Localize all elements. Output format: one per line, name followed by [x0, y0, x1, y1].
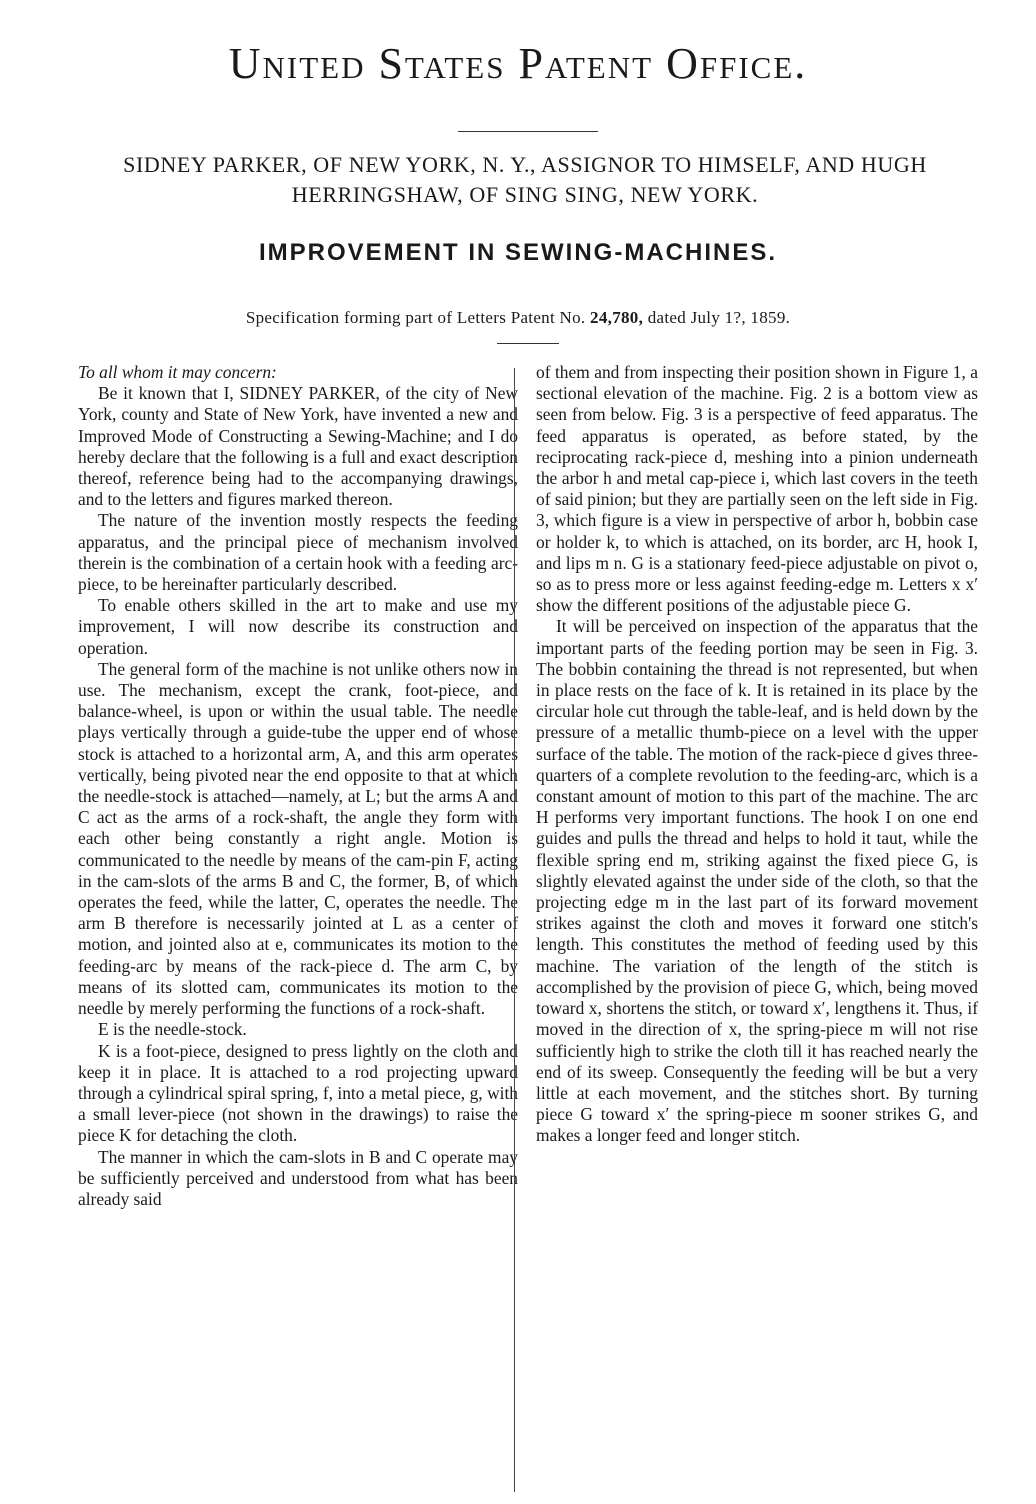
column-divider — [514, 368, 515, 1492]
spec-suffix: dated July 1?, 1859. — [647, 308, 791, 327]
parties-block — [60, 150, 990, 210]
paragraph: E is the needle-stock. — [98, 1019, 247, 1040]
patent-number: 24,780, — [590, 308, 644, 327]
right-column — [536, 362, 978, 1147]
paragraph: The general form of the machine is not unlike others now in use. The mechanism, except the crank, foot-piece, and balance-wheel, is upon or within the usual table. The needle plays vertically through a guide-tube the upper end of whose stock is attached to a horizontal arm, A, and this arm operates vertically, being pivoted near the end opposite to that at which the needle-stock is attached—namely, at L; but the arms A and C act as the arms of a rock-shaft, the angle they form with each other being constantly a right angle. Motion is communicated to the needle by means of the cam-pin F, acting in the cam-slots of the arms B and C, the former, B, of which operates the feed, while the latter, C, operates the needle. The arm B therefore is necessarily jointed at L as a center of motion, and jointed also at e, communicates its motion to the feeding-arc by means of the rack-piece d. The arm C, by means of its slotted cam, communicates its motion to the needle by merely performing the functions of a rock-shaft. — [78, 658, 518, 1019]
heading-rule — [458, 131, 598, 132]
specification-line — [0, 308, 1036, 328]
spec-prefix: Specification forming part of Letters Patent No. — [245, 308, 586, 327]
salutation: To all whom it may concern: — [78, 362, 277, 382]
paragraph: K is a foot-piece, designed to press lightly on the cloth and keep it in place. It is attached to a rod projecting upward through a cylindrical spiral spring, f, into a metal piece, g, with a small lever-piece (not shown in the drawings) to raise the piece K for detaching the cloth. — [78, 1040, 518, 1146]
office-heading: United States Patent Office. — [228, 39, 808, 88]
invention-title: IMPROVEMENT IN SEWING-MACHINES. — [258, 239, 777, 266]
paragraph: To enable others skilled in the art to make and use my improvement, I will now describe its construction and operation. — [78, 595, 518, 658]
paragraph: Be it known that I, SIDNEY PARKER, of the city of New York, county and State of New York, have invented a new and Improved Mode of Constructing a Sewing-Machine; and I do hereby declare that the following is a full and exact description thereof, reference being had to the accompanying drawings, and to the letters and figures marked thereon. — [78, 383, 518, 510]
left-column — [78, 362, 518, 1210]
paragraph: It will be perceived on inspection of the apparatus that the important parts of the feeding portion may be seen in Fig. 3. The bobbin containing the thread is not represented, but when in place rests on the face of k. It is retained in its place by the circular hole cut through the table-leaf, and is held down by the pressure of a metallic thumb-piece on a level with the upper surface of the table. The motion of the rack-piece d gives three-quarters of a complete revolution to the feeding-arc, which is a constant amount of motion to this part of the machine. The arc H performs very important functions. The hook I on one end guides and pulls the thread and helps to hold it taut, while the flexible spring end m, striking against the fixed piece G, is slightly elevated against the under side of the cloth, so that the projecting edge m in the last part of its forward movement strikes against the cloth and moves it forward one stitch's length. This constitutes the method of feeding used by this machine. The variation of the length of the stitch is accomplished by the provision of piece G, which, being moved toward x, shortens the stitch, or toward x′, lengthens it. Thus, if moved in the direction of x, the spring-piece m will not rise sufficiently high to strike the cloth till it has reached nearly the end of its sweep. Consequently the feeding will be but a very little at each movement, and the stitches short. By turning piece G toward x′ the spring-piece m sooner strikes G, and makes a longer feed and longer stitch. — [536, 616, 978, 1146]
paragraph: of them and from inspecting their position shown in Figure 1, a sectional elevation of the machine. Fig. 2 is a bottom view as seen from below. Fig. 3 is a perspective of feed apparatus. The feed apparatus is operated, as before stated, by the reciprocating rack-piece d, meshing into a pinion underneath the arbor h and metal cap-piece i, which last covers in the teeth of said pinion; but they are partially seen on the left side in Fig. 3, which figure is a view in perspective of arbor h, bobbin case or holder k, to which is attached, on its border, arc H, hook I, and lips m n. G is a stationary feed-piece adjustable on pivot o, so as to press more or less against feeding-edge m. Letters x x′ show the different positions of the adjustable piece G. — [536, 362, 978, 616]
parties-line-1: SIDNEY PARKER, OF NEW YORK, N. Y., ASSIGNOR TO HIMSELF, AND HUGH — [123, 152, 927, 177]
paragraph: The manner in which the cam-slots in B and C operate may be sufficiently perceived and understood from what has been already said — [78, 1146, 518, 1209]
spec-rule — [497, 343, 559, 344]
parties-line-2: HERRINGSHAW, OF SING SING, NEW YORK. — [291, 182, 759, 207]
paragraph: The nature of the invention mostly respects the feeding apparatus, and the principal piece of mechanism involved therein is the combination of a certain hook with a feeding arc-piece, to be hereinafter particularly described. — [78, 510, 518, 595]
